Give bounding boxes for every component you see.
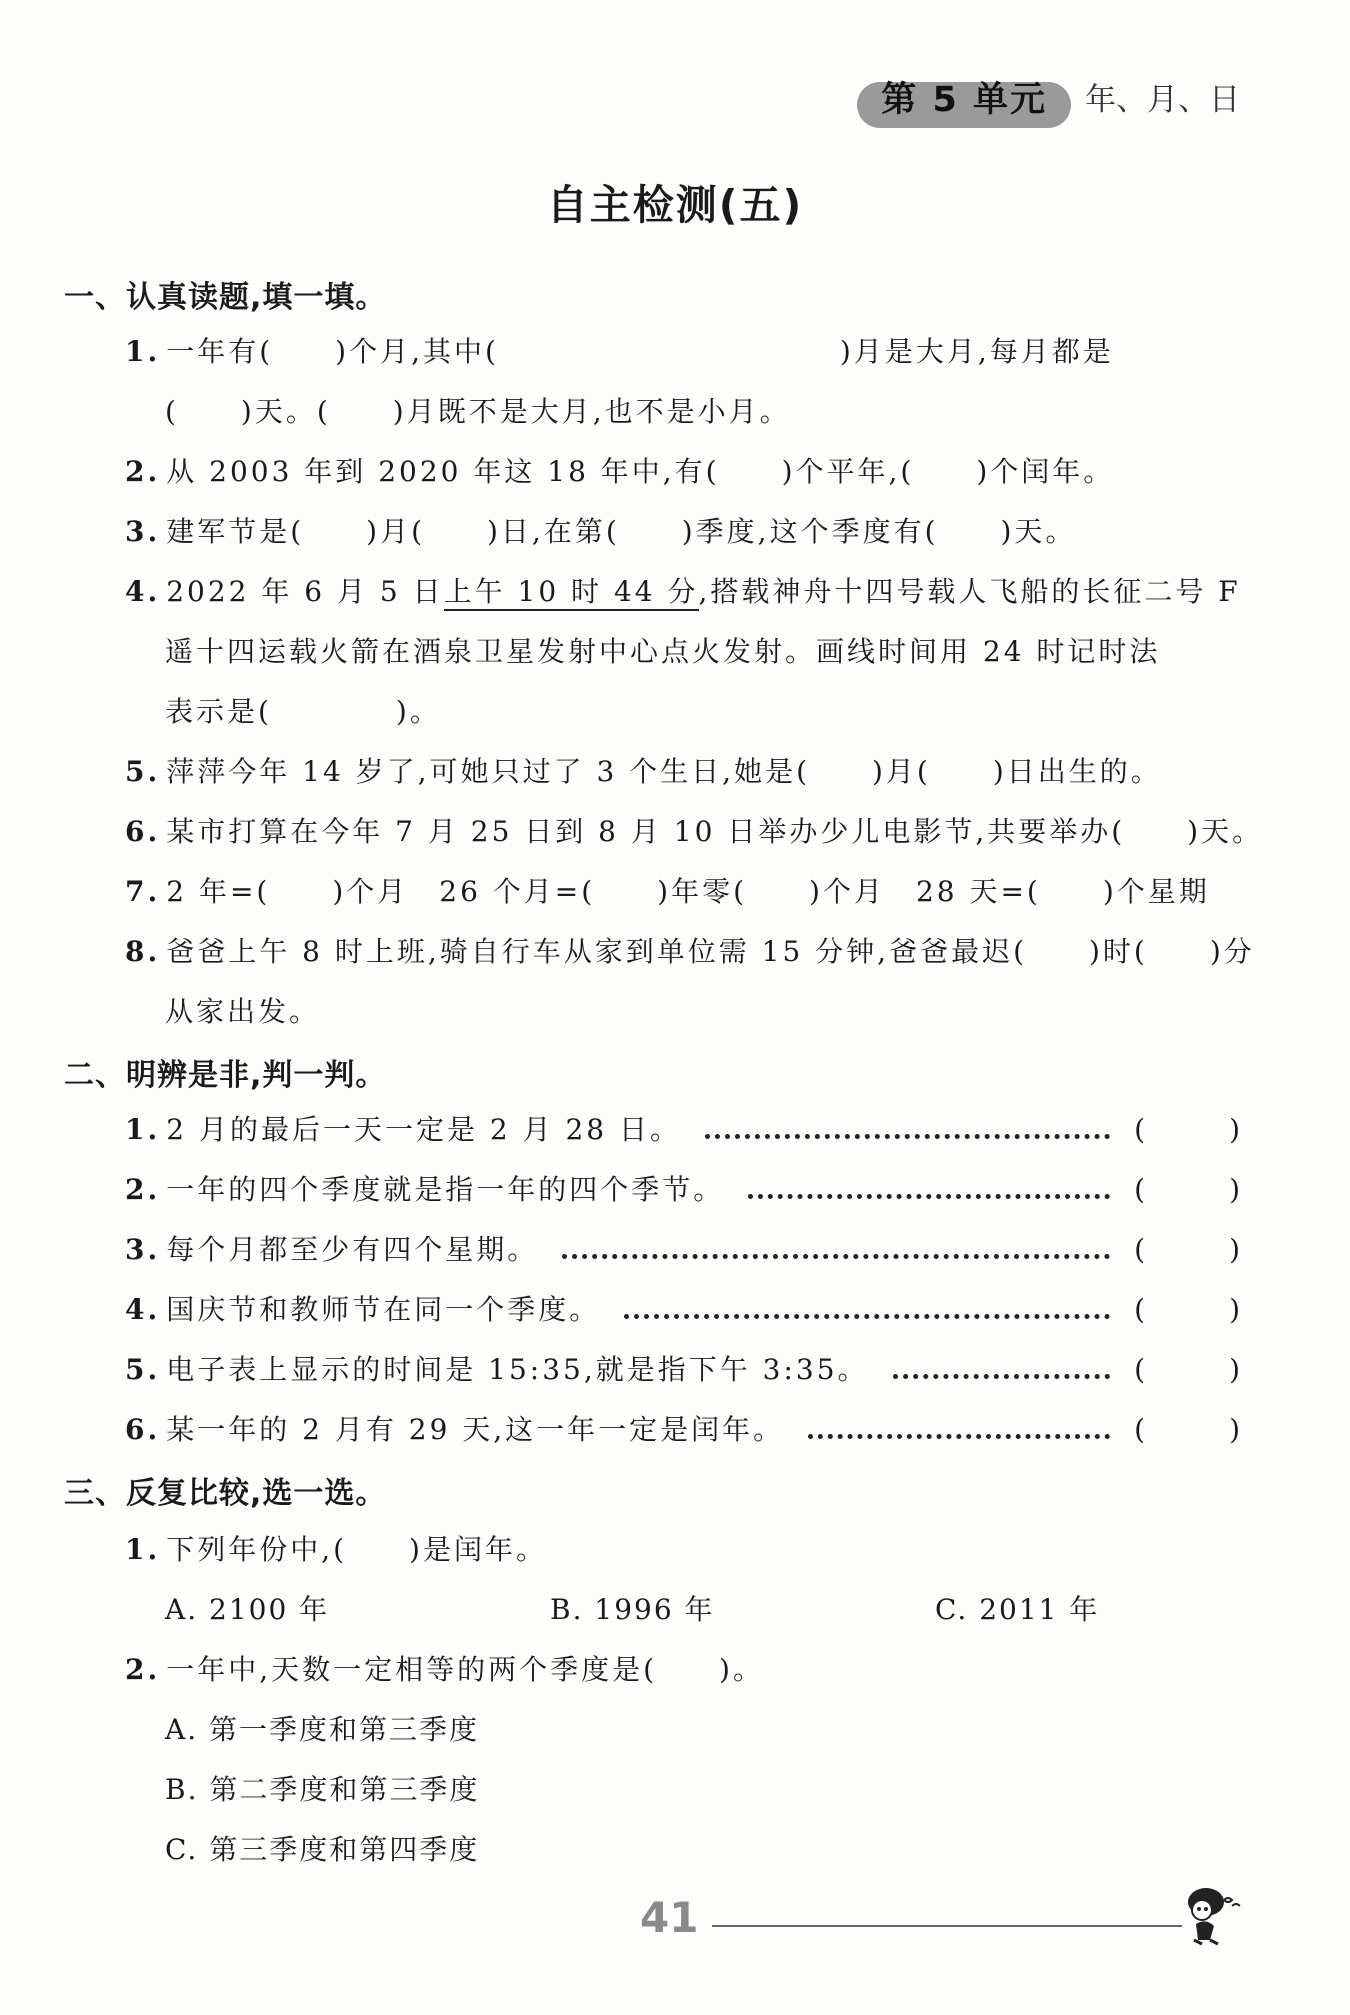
question-text: 从 2003 年到 2020 年这 18 年中,有( )个平年,( )个闰年。 (166, 455, 1115, 488)
dot-leader (624, 1314, 1110, 1319)
fill-q4-line1 (125, 570, 1241, 610)
footer-rule (712, 1925, 1182, 1927)
section-heading-choice: 三、反复比较,选一选。 (64, 1476, 387, 1511)
choice-q2 (125, 1648, 764, 1688)
section-heading-judge: 二、明辨是非,判一判。 (64, 1058, 387, 1093)
fill-q4-line2: 遥十四运载火箭在酒泉卫星发射中心点火发射。画线时间用 24 时记时法 (165, 635, 1161, 668)
question-number: 1. (125, 335, 161, 368)
fill-q7 (125, 870, 1210, 910)
question-number: 6. (125, 1413, 161, 1446)
fill-q4-line3: 表示是( )。 (165, 695, 441, 728)
question-text: 每个月都至少有四个星期。 (166, 1233, 539, 1266)
question-text: 萍萍今年 14 岁了,可她只过了 3 个生日,她是( )月( )日出生的。 (166, 755, 1162, 788)
unit-topic: 年、月、日 (1085, 81, 1240, 118)
dot-leader (808, 1434, 1110, 1439)
fill-q6 (125, 810, 1263, 850)
question-number: 8. (125, 935, 161, 968)
unit-badge: 第 5 单元 (857, 66, 1071, 126)
question-text: 国庆节和教师节在同一个季度。 (166, 1293, 601, 1326)
fill-q3 (125, 510, 1076, 550)
question-text: 2022 年 6 月 5 日 (166, 575, 444, 608)
question-text: 爸爸上午 8 时上班,骑自行车从家到单位需 15 分钟,爸爸最迟( )时( )分 (166, 935, 1255, 968)
question-text: 一年有( )个月,其中( )月是大月,每月都是 (166, 335, 1114, 368)
fill-q8-line1 (125, 930, 1255, 970)
answer-blank[interactable]: ( ) (1134, 1113, 1240, 1146)
judge-row (125, 1288, 1240, 1328)
question-text: 某一年的 2 月有 29 天,这一年一定是闰年。 (166, 1413, 785, 1446)
unit-header (857, 66, 1240, 126)
question-number: 2. (125, 1173, 161, 1206)
question-number: 2. (125, 1653, 161, 1686)
answer-blank[interactable]: ( ) (1134, 1293, 1240, 1326)
answer-blank[interactable]: ( ) (1134, 1173, 1240, 1206)
question-text: 建军节是( )月( )日,在第( )季度,这个季度有( )天。 (166, 515, 1077, 548)
question-text: 电子表上显示的时间是 15:35,就是指下午 3:35。 (166, 1353, 869, 1386)
question-number: 5. (125, 755, 161, 788)
question-text: 2 月的最后一天一定是 2 月 28 日。 (166, 1113, 681, 1146)
choice-option-c[interactable]: C. 第三季度和第四季度 (165, 1833, 480, 1866)
choice-option-a[interactable]: A. 2100 年 (165, 1593, 330, 1626)
question-text: 下列年份中,( )是闰年。 (166, 1533, 547, 1566)
choice-option-b[interactable]: B. 1996 年 (550, 1593, 715, 1626)
question-text: 2 年=( )个月 26 个月=( )年零( )个月 28 天=( )个星期 (166, 875, 1210, 908)
question-number: 6. (125, 815, 161, 848)
choice-option-a[interactable]: A. 第一季度和第三季度 (165, 1713, 480, 1746)
answer-blank[interactable]: ( ) (1134, 1353, 1240, 1386)
answer-blank[interactable]: ( ) (1134, 1413, 1240, 1446)
dot-leader (748, 1194, 1110, 1199)
fill-q5 (125, 750, 1162, 790)
question-text: 一年中,天数一定相等的两个季度是( )。 (166, 1653, 764, 1686)
judge-row (125, 1108, 1240, 1148)
answer-blank[interactable]: ( ) (1134, 1233, 1240, 1266)
question-text: 一年的四个季度就是指一年的四个季节。 (166, 1173, 725, 1206)
fill-q1-line2: ( )天。( )月既不是大月,也不是小月。 (165, 395, 791, 428)
cartoon-mascot-icon (1180, 1880, 1250, 1950)
page-title: 自主检测(五) (546, 181, 804, 229)
dot-leader (893, 1374, 1111, 1379)
question-number: 1. (125, 1113, 161, 1146)
fill-q2 (125, 450, 1114, 490)
question-number: 1. (125, 1533, 161, 1566)
judge-row (125, 1168, 1240, 1208)
question-number: 5. (125, 1353, 161, 1386)
choice-q1 (125, 1528, 547, 1568)
choice-option-b[interactable]: B. 第二季度和第三季度 (165, 1773, 480, 1806)
judge-row (125, 1228, 1240, 1268)
dot-leader (705, 1134, 1110, 1139)
judge-row (125, 1348, 1240, 1388)
question-text: 某市打算在今年 7 月 25 日到 8 月 10 日举办少儿电影节,共要举办( )天。 (166, 815, 1264, 848)
choice-option-c[interactable]: C. 2011 年 (935, 1593, 1100, 1626)
fill-q1-line1 (125, 330, 1114, 370)
question-number: 3. (125, 1233, 161, 1266)
page-number: 41 (640, 1893, 699, 1942)
dot-leader (562, 1254, 1110, 1259)
question-text: ,搭载神舟十四号载人飞船的长征二号 F (698, 575, 1241, 608)
section-heading-fill: 一、认真读题,填一填。 (64, 280, 387, 315)
underlined-time: 上午 10 时 44 分 (444, 575, 699, 611)
judge-row (125, 1408, 1240, 1448)
question-number: 4. (125, 1293, 161, 1326)
question-number: 7. (125, 875, 161, 908)
question-number: 2. (125, 455, 161, 488)
question-number: 3. (125, 515, 161, 548)
question-number: 4. (125, 575, 161, 608)
fill-q8-line2: 从家出发。 (165, 995, 321, 1028)
